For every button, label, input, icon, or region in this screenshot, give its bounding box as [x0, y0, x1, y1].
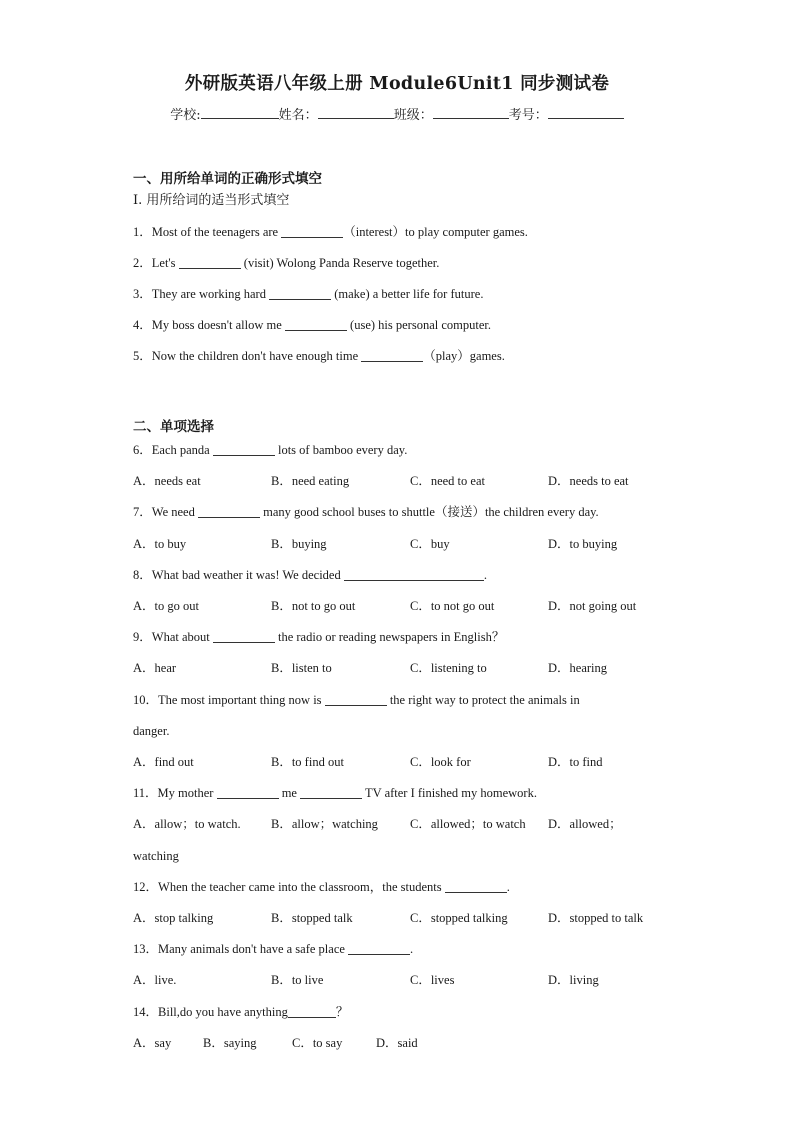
option-c[interactable]: C．look for — [410, 755, 471, 769]
option-d[interactable]: D．allowed； — [548, 817, 622, 831]
answer-blank[interactable] — [288, 1005, 336, 1018]
answer-blank[interactable] — [348, 942, 410, 955]
option-c[interactable]: C．to not go out — [410, 599, 495, 613]
page-title: 外研版英语八年级上册 Module6Unit1 同步测试卷 — [184, 74, 610, 94]
question-11: 11．My mother me TV after I finished my homework. — [133, 786, 537, 800]
option-b[interactable]: B．to find out — [271, 755, 344, 769]
answer-blank[interactable] — [361, 349, 423, 362]
question-13: 13．Many animals don't have a safe place . — [133, 942, 414, 956]
option-b[interactable]: B．not to go out — [271, 599, 356, 613]
option-d[interactable]: D．living — [548, 973, 599, 987]
option-a[interactable]: A．hear — [133, 661, 177, 675]
question-6: 6．Each panda lots of bamboo every day. — [133, 443, 408, 457]
option-c[interactable]: C．lives — [410, 973, 455, 987]
option-b[interactable]: B．need eating — [271, 474, 350, 488]
option-d[interactable]: D．said — [376, 1036, 418, 1050]
number-label: 考号： — [508, 108, 548, 123]
section1-heading: 一、用所给单词的正确形式填空 — [133, 171, 322, 187]
section1-subheading: I. 用所给词的适当形式填空 — [133, 193, 290, 208]
answer-blank[interactable] — [179, 256, 241, 269]
option-b[interactable]: B．listen to — [271, 661, 332, 675]
option-d[interactable]: D．to find — [548, 755, 603, 769]
question-7: 7．We need many good school buses to shuttle（接送）the children every day. — [133, 505, 599, 519]
class-label: 班级： — [393, 108, 433, 123]
question-10: 10．The most important thing now is the right way to protect the animals in — [133, 693, 580, 707]
option-c[interactable]: C．to say — [292, 1036, 343, 1050]
option-d[interactable]: D．not going out — [548, 599, 637, 613]
name-blank[interactable] — [318, 106, 394, 119]
answer-blank[interactable] — [300, 786, 362, 799]
option-a[interactable]: A．stop talking — [133, 911, 214, 925]
answer-blank[interactable] — [269, 287, 331, 300]
option-a[interactable]: A．needs eat — [133, 474, 201, 488]
option-c[interactable]: C．stopped talking — [410, 911, 508, 925]
answer-blank[interactable] — [213, 443, 275, 456]
option-c[interactable]: C．listening to — [410, 661, 487, 675]
option-d[interactable]: D．hearing — [548, 661, 608, 675]
option-d[interactable]: D．needs to eat — [548, 474, 629, 488]
question-3: 3．They are working hard (make) a better life for future. — [133, 287, 484, 301]
option-a[interactable]: A．find out — [133, 755, 194, 769]
question-2: 2．Let's (visit) Wolong Panda Reserve together. — [133, 256, 440, 270]
option-d-continued: watching — [133, 849, 179, 863]
question-14: 14．Bill,do you have anything ？ — [133, 1005, 349, 1019]
question-4: 4．My boss doesn't allow me (use) his personal computer. — [133, 318, 491, 332]
answer-blank[interactable] — [325, 693, 387, 706]
option-c[interactable]: C．need to eat — [410, 474, 485, 488]
answer-blank[interactable] — [285, 318, 347, 331]
option-a[interactable]: A．allow；to watch. — [133, 817, 241, 831]
question-12: 12．When the teacher came into the classroom，the students . — [133, 880, 510, 894]
option-b[interactable]: B．to live — [271, 973, 324, 987]
question-1: 1．Most of the teenagers are （interest）to play computer games. — [133, 225, 528, 239]
option-a[interactable]: A．say — [133, 1036, 172, 1050]
option-d[interactable]: D．stopped to talk — [548, 911, 644, 925]
option-c[interactable]: C．buy — [410, 537, 450, 551]
school-label: 学校: — [170, 108, 201, 123]
section2-heading: 二、单项选择 — [133, 419, 214, 435]
option-a[interactable]: A．to go out — [133, 599, 199, 613]
number-blank[interactable] — [548, 106, 624, 119]
class-blank[interactable] — [433, 106, 509, 119]
student-info-row — [0, 104, 794, 123]
option-b[interactable]: B．buying — [271, 537, 327, 551]
school-blank[interactable] — [201, 106, 279, 119]
question-10-continued: danger. — [133, 724, 170, 738]
option-c[interactable]: C．allowed；to watch — [410, 817, 526, 831]
option-a[interactable]: A．to buy — [133, 537, 187, 551]
answer-blank[interactable] — [198, 505, 260, 518]
question-8: 8．What bad weather it was! We decided . — [133, 568, 487, 582]
answer-blank[interactable] — [217, 786, 279, 799]
question-5: 5．Now the children don't have enough time （play）games. — [133, 349, 505, 363]
name-label: 姓名： — [278, 108, 318, 123]
option-a[interactable]: A．live. — [133, 973, 177, 987]
option-b[interactable]: B．allow；watching — [271, 817, 378, 831]
answer-blank[interactable] — [344, 568, 484, 581]
question-9: 9．What about the radio or reading newspapers in English？ — [133, 630, 505, 644]
answer-blank[interactable] — [213, 630, 275, 643]
answer-blank[interactable] — [445, 880, 507, 893]
answer-blank[interactable] — [281, 225, 343, 238]
option-d[interactable]: D．to buying — [548, 537, 618, 551]
option-b[interactable]: B．saying — [203, 1036, 257, 1050]
option-b[interactable]: B．stopped talk — [271, 911, 353, 925]
